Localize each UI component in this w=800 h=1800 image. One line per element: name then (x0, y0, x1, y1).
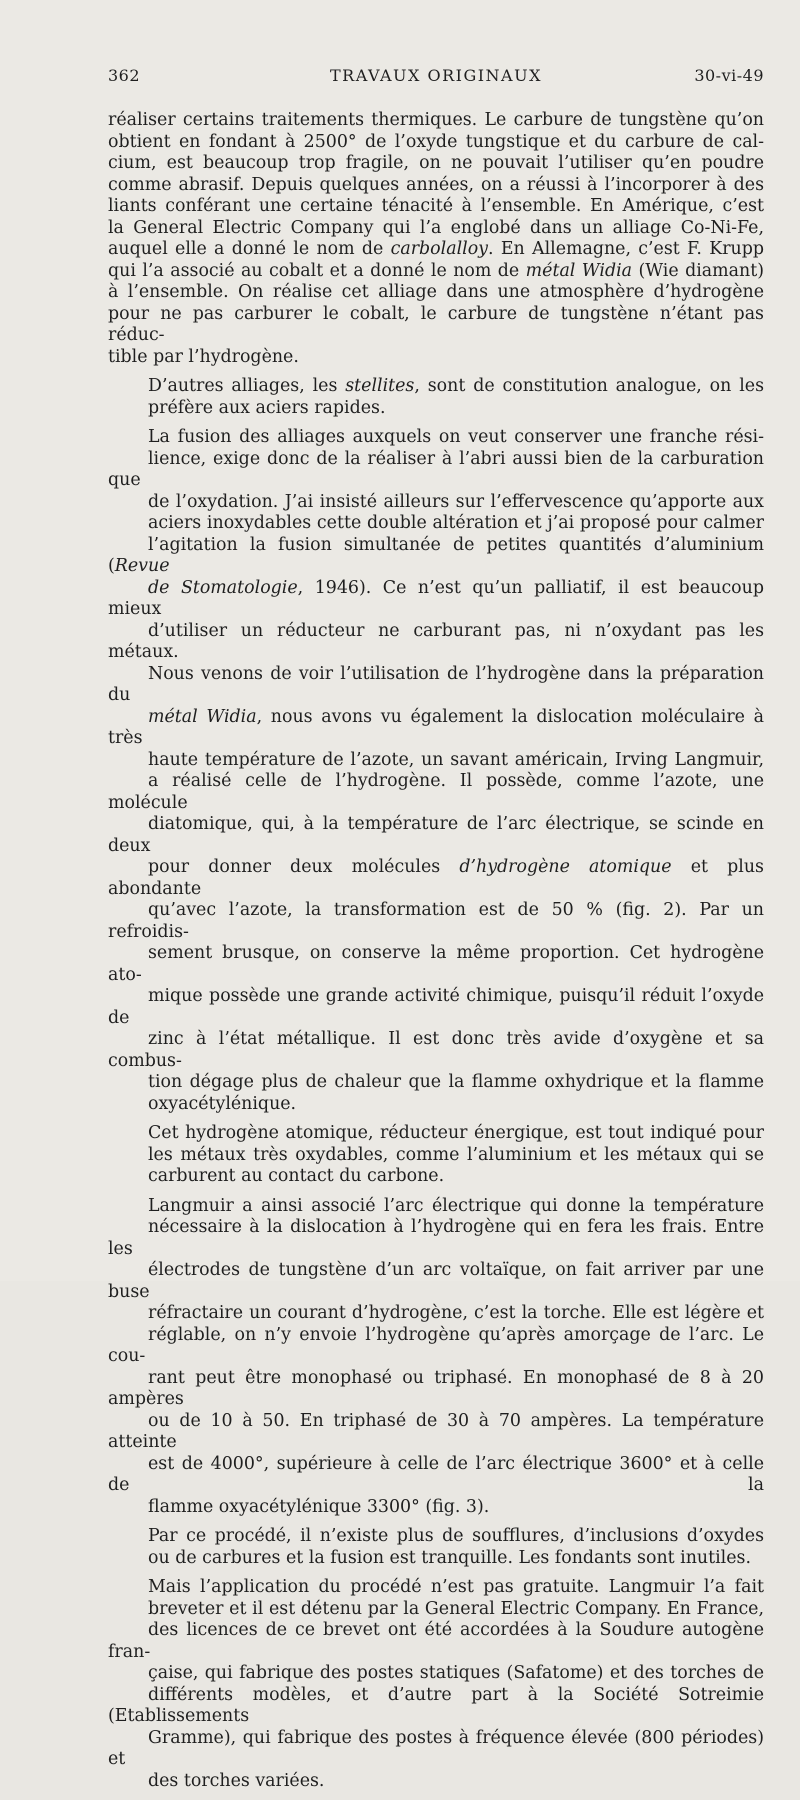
text-line: réglable, on n’y envoie l’hydrogène qu’après amorçage de l’arc. Le cou- (108, 1324, 764, 1366)
text-line: rant peut être monophasé ou triphasé. En monophasé de 8 à 20 ampères (108, 1367, 764, 1409)
text-line: l’agitation la fusion simultanée de petites quantités d’aluminium (Revue (108, 534, 764, 576)
text-line: de Stomatologie, 1946). Ce n’est qu’un palliatif, il est beaucoup mieux (108, 577, 764, 619)
text-line: pour donner deux molécules d’hydrogène atomique et plus abondante (108, 857, 764, 899)
text-line: la General Electric Company qui l’a englobé dans un alliage Co-Ni-Fe, (108, 217, 764, 238)
text-line: Langmuir a ainsi associé l’arc électrique qui donne la température (148, 1195, 764, 1216)
article-body (108, 110, 764, 1800)
text-line: mique possède une grande activité chimique, puisqu’il réduit l’oxyde de (108, 986, 764, 1028)
text-line: auquel elle a donné le nom de carbolalloy. En Allemagne, c’est F. Krupp (108, 239, 764, 259)
text-line: métal Widia, nous avons vu également la dislocation moléculaire à très (108, 706, 764, 748)
text-line: réfractaire un courant d’hydrogène, c’est la torche. Elle est légère et (148, 1303, 764, 1323)
text-line: des torches variées. (148, 1770, 325, 1791)
text-line: électrodes de tungstène d’un arc voltaïque, on fait arriver par une buse (108, 1260, 764, 1302)
text-line: ou de carbures et la fusion est tranquille. Les fondants sont inutiles. (148, 1547, 751, 1568)
text-line: Par ce procédé, il n’existe plus de soufflures, d’inclusions d’oxydes (148, 1526, 764, 1546)
text-line: cium, est beaucoup trop fragile, on ne pouvait l’utiliser qu’en poudre (108, 153, 764, 173)
text-line: La fusion des alliages auxquels on veut conserver une franche rési- (148, 427, 764, 447)
paragraph (108, 1577, 764, 1792)
text-line: diatomique, qui, à la température de l’arc électrique, se scinde en deux (108, 814, 764, 856)
text-line: est de 4000°, supérieure à celle de l’arc électrique 3600° et à celle de la (108, 1453, 764, 1495)
text-line: zinc à l’état métallique. Il est donc très avide d’oxygène et sa combus- (108, 1029, 764, 1071)
text-line: carburent au contact du carbone. (148, 1166, 445, 1186)
text-line: qu’avec l’azote, la transformation est de 50 % (fig. 2). Par un refroidis- (108, 900, 764, 942)
text-line: oxyacétylénique. (148, 1093, 297, 1114)
text-line: breveter et il est détenu par la General Electric Company. En France, (148, 1598, 764, 1619)
text-line: les métaux très oxydables, comme l’aluminium et les métaux qui se (148, 1144, 764, 1165)
page-number: 362 (108, 66, 141, 85)
text-line: ou de 10 à 50. En triphasé de 30 à 70 ampères. La température atteinte (108, 1410, 764, 1452)
paragraph (108, 1526, 764, 1569)
text-line: a réalisé celle de l’hydrogène. Il possède, comme l’azote, une molécule (108, 771, 764, 813)
text-line: sement brusque, on conserve la même proportion. Cet hydrogène ato- (108, 943, 764, 985)
text-line: à l’ensemble. On réalise cet alliage dans une atmosphère d’hydrogène (108, 282, 764, 302)
text-line: d’utiliser un réducteur ne carburant pas, ni n’oxydant pas les métaux. (108, 620, 764, 662)
paragraph (108, 376, 764, 419)
text-line: réaliser certains traitements thermiques. Le carbure de tungstène qu’on (108, 110, 764, 130)
text-line: Gramme), qui fabrique des postes à fréquence élevée (800 périodes) et (108, 1727, 764, 1769)
text-line: Nous venons de voir l’utilisation de l’hydrogène dans la préparation du (108, 663, 764, 705)
text-line: haute température de l’azote, un savant américain, Irving Langmuir, (148, 749, 764, 770)
text-line: çaise, qui fabrique des postes statiques (Safatome) et des torches de (148, 1663, 764, 1683)
text-line: Mais l’application du procédé n’est pas gratuite. Langmuir l’a fait (148, 1577, 764, 1597)
text-line: pour ne pas carburer le cobalt, le carbure de tungstène n’étant pas réduc- (108, 303, 764, 345)
running-title: TRAVAUX ORIGINAUX (330, 66, 542, 85)
paragraph (108, 427, 764, 1115)
text-line: préfère aux aciers rapides. (148, 397, 386, 418)
text-line: des licences de ce brevet ont été accordées à la Soudure autogène fran- (108, 1620, 764, 1662)
text-line: flamme oxyacétylénique 3300° (fig. 3). (148, 1496, 490, 1517)
text-line: tion dégage plus de chaleur que la flamme oxhydrique et la flamme (148, 1072, 764, 1092)
issue-date: 30-vi-49 (694, 66, 764, 85)
text-line: obtient en fondant à 2500° de l’oxyde tungstique et du carbure de cal- (108, 131, 764, 152)
text-line: Cet hydrogène atomique, réducteur énergique, est tout indiqué pour (148, 1123, 764, 1143)
paragraph (108, 110, 764, 368)
text-line: D’autres alliages, les stellites, sont de constitution analogue, on les (148, 376, 764, 396)
text-line: tible par l’hydrogène. (108, 346, 299, 367)
paragraph (108, 1123, 764, 1188)
running-header (108, 66, 764, 90)
text-line: aciers inoxydables cette double altération et j’ai proposé pour calmer (148, 513, 764, 533)
text-line: lience, exige donc de la réaliser à l’abri aussi bien de la carburation que (108, 448, 764, 490)
text-line: de l’oxydation. J’ai insisté ailleurs sur l’effervescence qu’apporte aux (148, 491, 764, 512)
text-line: qui l’a associé au cobalt et a donné le nom de métal Widia (Wie diamant) (108, 260, 764, 281)
text-line: comme abrasif. Depuis quelques années, on a réussi à l’incorporer à des (108, 174, 764, 195)
text-line: différents modèles, et d’autre part à la Société Sotreimie (Etablissements (108, 1684, 764, 1726)
text-line: liants conférant une certaine ténacité à l’ensemble. En Amérique, c’est (108, 196, 764, 216)
paragraph (108, 1196, 764, 1519)
text-line: nécessaire à la dislocation à l’hydrogène qui en fera les frais. Entre les (108, 1217, 764, 1259)
